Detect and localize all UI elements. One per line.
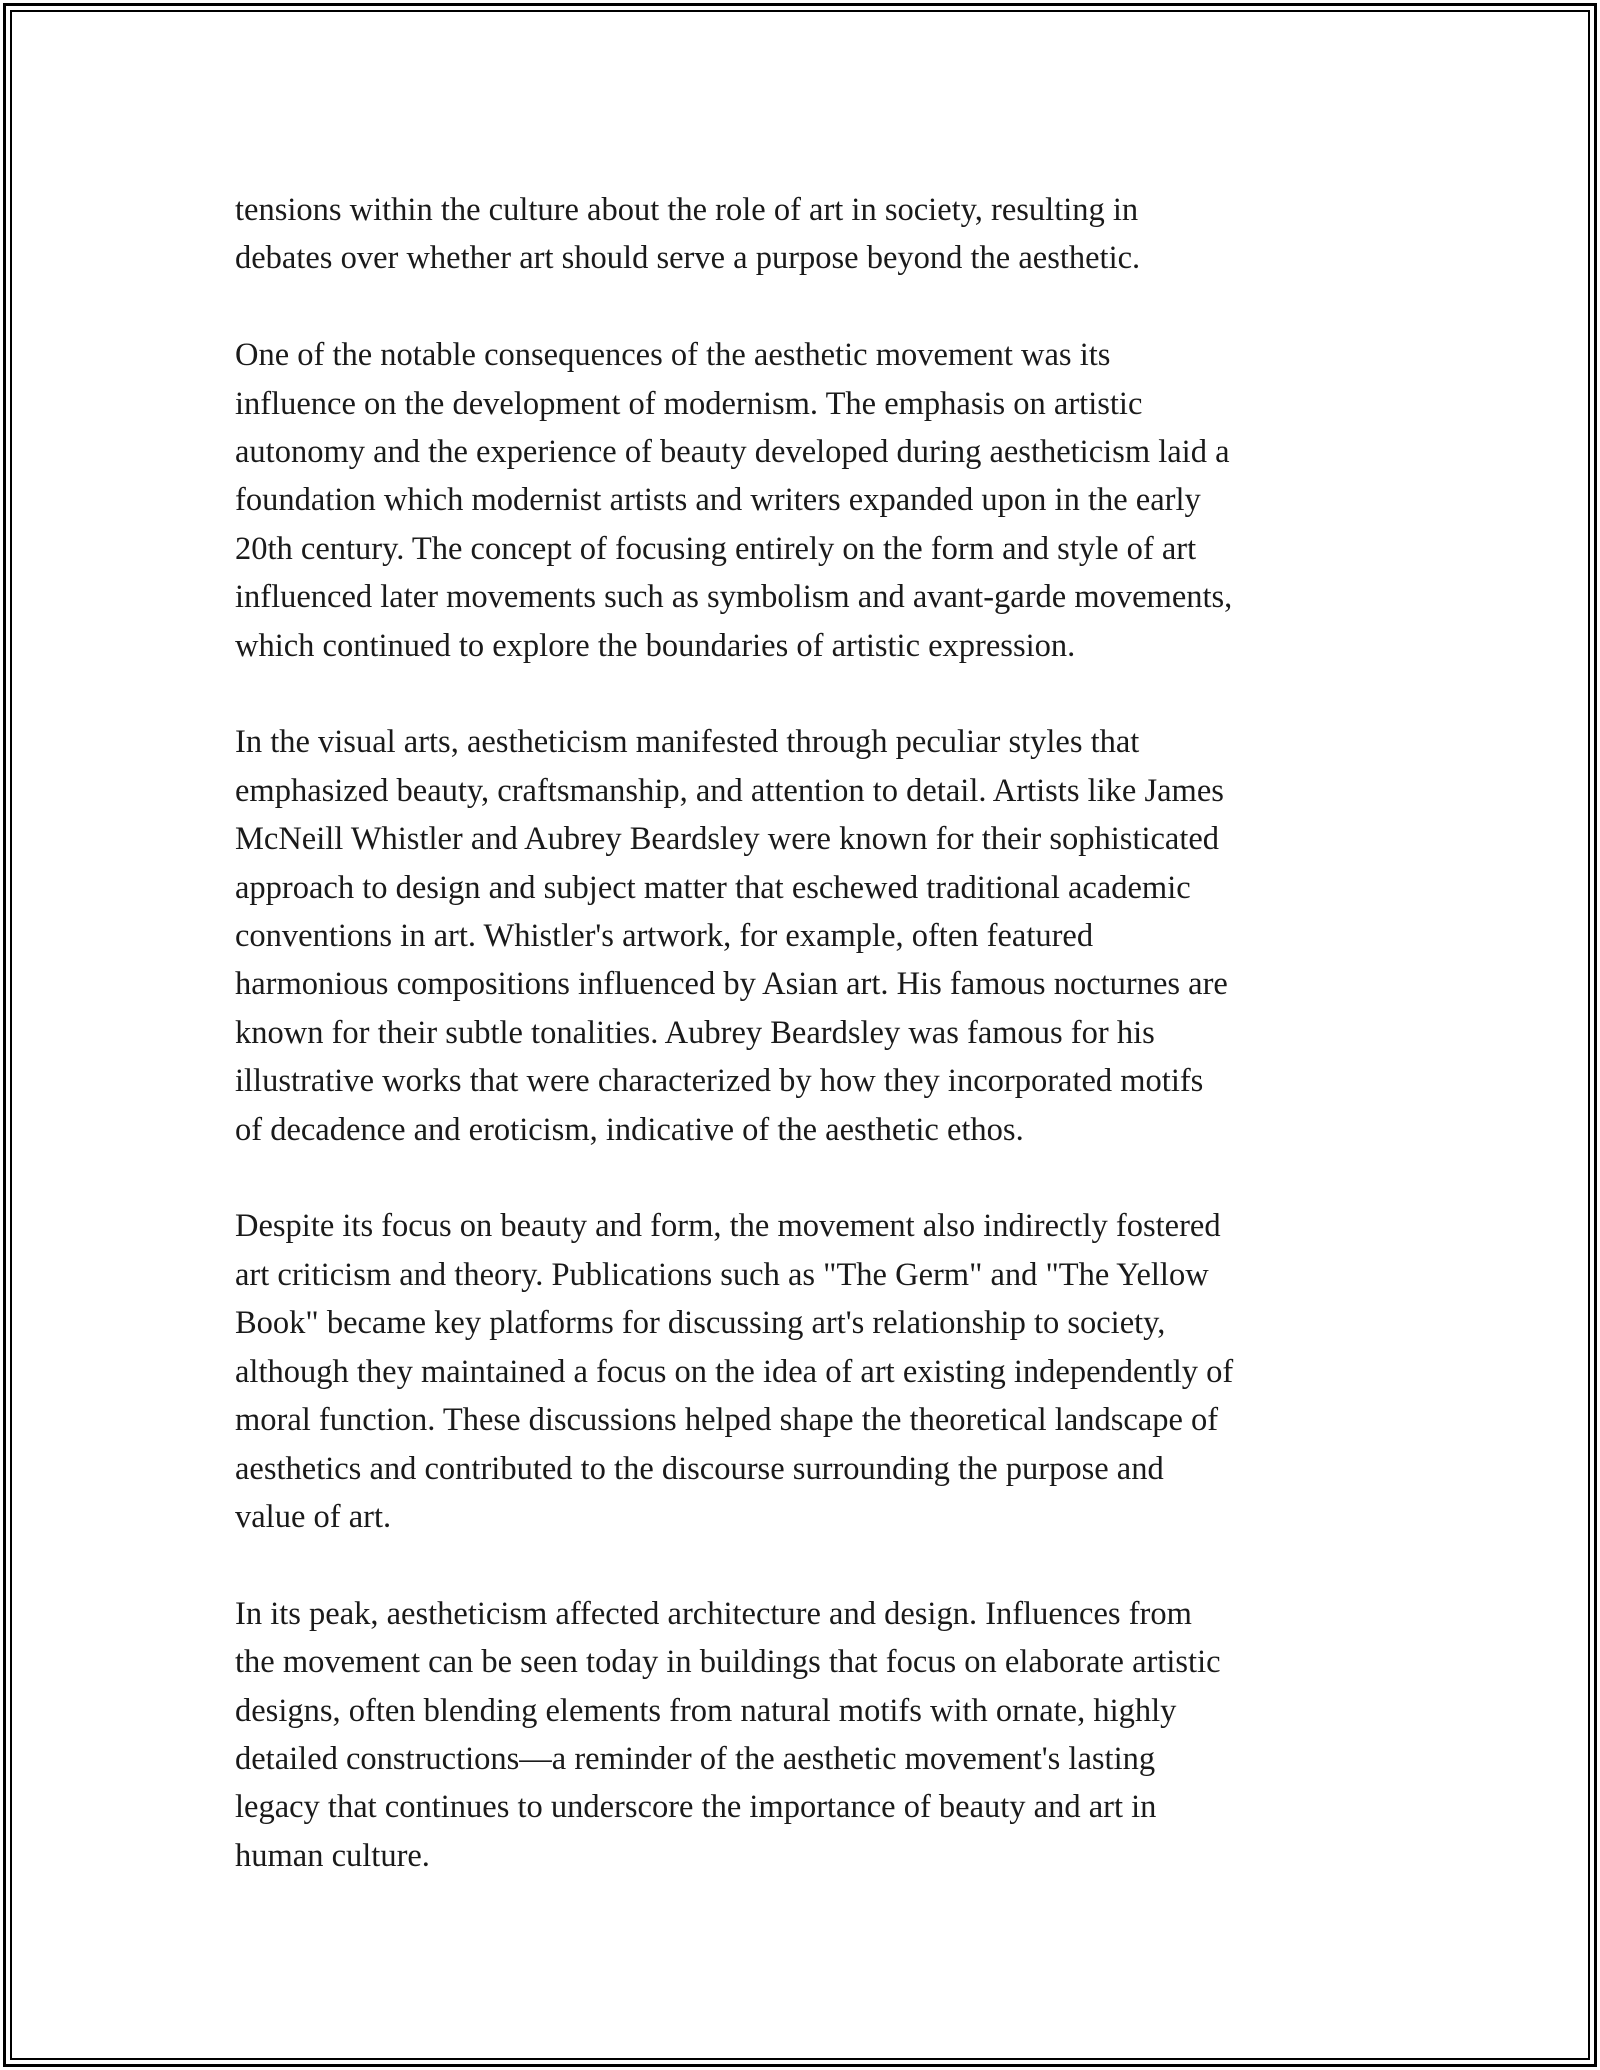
paragraph-1 [235,186,1375,283]
text-line: McNeill Whistler and Aubrey Beardsley were known for their sophisticated [235,821,1220,858]
text-line: designs, often blending elements from natural motifs with ornate, highly [235,1692,1177,1729]
text-line: 20th century. The concept of focusing entirely on the form and style of art [235,530,1197,567]
paragraph-4 [235,1202,1375,1541]
text-line: the movement can be seen today in buildings that focus on elaborate artistic [235,1644,1221,1681]
paragraph-2 [235,331,1375,670]
text-line: One of the notable consequences of the aesthetic movement was its [235,337,1111,374]
text-line: art criticism and theory. Publications such as "The Germ" and "The Yellow [235,1256,1209,1293]
text-line: conventions in art. Whistler's artwork, for example, often featured [235,918,1094,955]
text-line: tensions within the culture about the role of art in society, resulting in [235,192,1139,228]
text-line: legacy that continues to underscore the importance of beauty and art in [235,1789,1157,1826]
text-line: value of art. [235,1498,392,1535]
text-line: influence on the development of modernism. The emphasis on artistic [235,385,1143,422]
paragraph-3 [235,718,1375,1154]
text-line: illustrative works that were characterized by how they incorporated motifs [235,1063,1204,1100]
text-line: In its peak, aestheticism affected architecture and design. Influences from [235,1595,1192,1632]
text-line: In the visual arts, aestheticism manifested through peculiar styles that [235,724,1140,761]
text-line: Book" became key platforms for discussing art's relationship to society, [235,1305,1166,1342]
text-line: known for their subtle tonalities. Aubrey Beardsley was famous for his [235,1014,1155,1051]
text-line: autonomy and the experience of beauty developed during aestheticism laid a [235,434,1230,471]
text-line: harmonious compositions influenced by Asian art. His famous nocturnes are [235,966,1228,1003]
text-line: Despite its focus on beauty and form, the movement also indirectly fostered [235,1208,1221,1245]
text-line: aesthetics and contributed to the discourse surrounding the purpose and [235,1450,1164,1487]
text-line: although they maintained a focus on the idea of art existing independently of [235,1353,1234,1390]
text-line: foundation which modernist artists and writers expanded upon in the early [235,482,1201,519]
text-line: approach to design and subject matter that eschewed traditional academic [235,869,1191,906]
text-line: debates over whether art should serve a purpose beyond the aesthetic. [235,240,1141,277]
text-line: of decadence and eroticism, indicative of the aesthetic ethos. [235,1111,1024,1148]
document-body [235,186,1375,1929]
text-line: human culture. [235,1837,430,1874]
text-line: influenced later movements such as symbolism and avant-garde movements, [235,579,1233,616]
text-line: moral function. These discussions helped shape the theoretical landscape of [235,1402,1219,1439]
text-line: emphasized beauty, craftsmanship, and attention to detail. Artists like James [235,772,1224,809]
paragraph-5 [235,1590,1375,1880]
text-line: which continued to explore the boundaries of artistic expression. [235,627,1076,664]
text-line: detailed constructions—a reminder of the aesthetic movement's lasting [235,1740,1156,1777]
